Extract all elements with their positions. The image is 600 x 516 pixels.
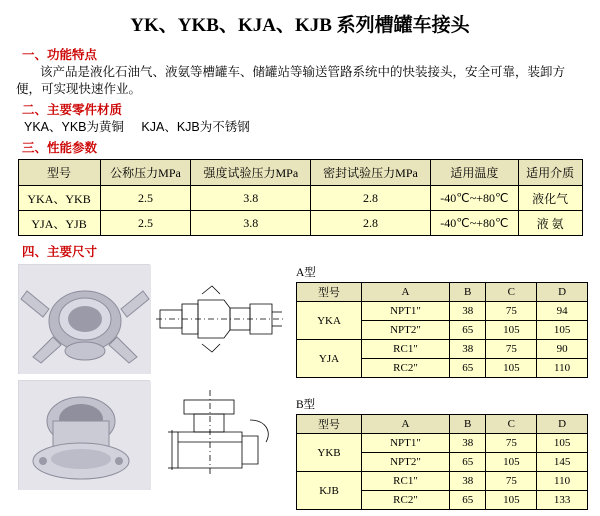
coupling-photo-a xyxy=(18,264,150,374)
column-header-c: C xyxy=(486,283,537,302)
performance-table xyxy=(18,159,583,236)
cell-a: RC2" xyxy=(362,491,450,510)
cell-model: YJA、YJB xyxy=(18,211,100,236)
cell-c: 75 xyxy=(486,302,537,321)
section-4-heading: 四、主要尺寸 xyxy=(22,245,98,259)
cell-d: 110 xyxy=(537,359,588,378)
dimensions-area xyxy=(10,264,590,510)
column-header-medium: 适用介质 xyxy=(518,160,582,186)
coupling-photo-b xyxy=(18,380,150,490)
cell-a: NPT2" xyxy=(362,453,450,472)
dimension-table-a xyxy=(296,282,588,378)
section-1-heading: 一、功能特点 xyxy=(22,48,98,62)
cell-a: NPT2" xyxy=(362,321,450,340)
cell-d: 110 xyxy=(537,472,588,491)
column-header-a: A xyxy=(362,415,450,434)
column-header-d: D xyxy=(537,415,588,434)
coupling-drawing-a xyxy=(154,264,286,374)
cell-b: 38 xyxy=(449,434,485,453)
coupling-drawing-a-graphic xyxy=(154,264,286,374)
cell-b: 65 xyxy=(449,321,485,340)
column-header-temperature: 适用温度 xyxy=(430,160,518,186)
column-header-a: A xyxy=(362,283,450,302)
column-header-model: 型号 xyxy=(297,415,362,434)
cell-a: NPT1" xyxy=(362,434,450,453)
cell-model: YKA xyxy=(297,302,362,340)
column-header-d: D xyxy=(537,283,588,302)
column-header-nominal-pressure: 公称压力MPa xyxy=(100,160,191,186)
cell-d: 94 xyxy=(537,302,588,321)
table-header-row xyxy=(297,415,588,434)
cell-b: 65 xyxy=(449,359,485,378)
cell-b: 65 xyxy=(449,491,485,510)
section-1-text: 该产品是液化石油气、液氨等槽罐车、储罐站等输送管路系统中的快装接头，安全可靠，装卸方便，可实现快速作业。 xyxy=(16,65,566,96)
cell-d: 105 xyxy=(537,434,588,453)
figure-type-b xyxy=(18,380,286,490)
column-header-b: B xyxy=(449,283,485,302)
cell-a: RC1" xyxy=(362,472,450,491)
cell-c: 105 xyxy=(486,491,537,510)
cell-c: 75 xyxy=(486,472,537,491)
coupling-drawing-b-graphic xyxy=(154,380,286,490)
cell-nominal-pressure: 2.5 xyxy=(100,186,191,211)
column-header-strength-test-pressure: 强度试验压力MPa xyxy=(191,160,311,186)
cell-c: 75 xyxy=(486,434,537,453)
figure-column xyxy=(18,264,288,510)
column-header-c: C xyxy=(486,415,537,434)
table-row xyxy=(297,340,588,359)
cell-d: 105 xyxy=(537,321,588,340)
table-row xyxy=(18,211,582,236)
table-row xyxy=(18,186,582,211)
coupling-drawing-b xyxy=(154,380,286,490)
cell-c: 105 xyxy=(486,453,537,472)
column-header-b: B xyxy=(449,415,485,434)
table-header-row xyxy=(297,283,588,302)
cell-seal-test-pressure: 2.8 xyxy=(311,186,431,211)
table-row xyxy=(297,302,588,321)
cell-nominal-pressure: 2.5 xyxy=(100,211,191,236)
table-header-row xyxy=(18,160,582,186)
page-title: YK、YKB、KJA、KJB 系列槽罐车接头 xyxy=(130,15,470,36)
cell-a: RC2" xyxy=(362,359,450,378)
cell-d: 133 xyxy=(537,491,588,510)
column-header-model: 型号 xyxy=(297,283,362,302)
cell-temperature: -40℃~+80℃ xyxy=(430,186,518,211)
cell-b: 38 xyxy=(449,340,485,359)
cell-b: 65 xyxy=(449,453,485,472)
cell-model: KJB xyxy=(297,472,362,510)
section-2-text: YKA、YKB为黄铜 KJA、KJB为不锈钢 xyxy=(24,120,250,134)
cell-temperature: -40℃~+80℃ xyxy=(430,211,518,236)
figure-type-a xyxy=(18,264,286,374)
cell-c: 105 xyxy=(486,321,537,340)
cell-strength-test-pressure: 3.8 xyxy=(191,186,311,211)
cell-a: RC1" xyxy=(362,340,450,359)
dimension-tables-column xyxy=(288,264,588,510)
coupling-photo-b-graphic xyxy=(19,381,151,490)
cell-strength-test-pressure: 3.8 xyxy=(191,211,311,236)
type-a-label: A型 xyxy=(296,267,316,279)
section-2-heading: 二、主要零件材质 xyxy=(22,103,123,117)
column-header-seal-test-pressure: 密封试验压力MPa xyxy=(311,160,431,186)
cell-c: 75 xyxy=(486,340,537,359)
table-row xyxy=(297,472,588,491)
type-b-label: B型 xyxy=(296,399,316,411)
table-row xyxy=(297,434,588,453)
cell-seal-test-pressure: 2.8 xyxy=(311,211,431,236)
section-3-heading: 三、性能参数 xyxy=(22,141,98,155)
cell-b: 38 xyxy=(449,472,485,491)
cell-medium: 液化气 xyxy=(518,186,582,211)
cell-model: YKB xyxy=(297,434,362,472)
cell-model: YKA、YKB xyxy=(18,186,100,211)
coupling-photo-a-graphic xyxy=(19,265,151,374)
cell-b: 38 xyxy=(449,302,485,321)
column-header-model: 型号 xyxy=(18,160,100,186)
cell-c: 105 xyxy=(486,359,537,378)
cell-d: 145 xyxy=(537,453,588,472)
dimension-table-b xyxy=(296,414,588,510)
cell-medium: 液 氨 xyxy=(518,211,582,236)
section-4 xyxy=(10,242,590,510)
cell-d: 90 xyxy=(537,340,588,359)
cell-model: YJA xyxy=(297,340,362,378)
cell-a: NPT1" xyxy=(362,302,450,321)
